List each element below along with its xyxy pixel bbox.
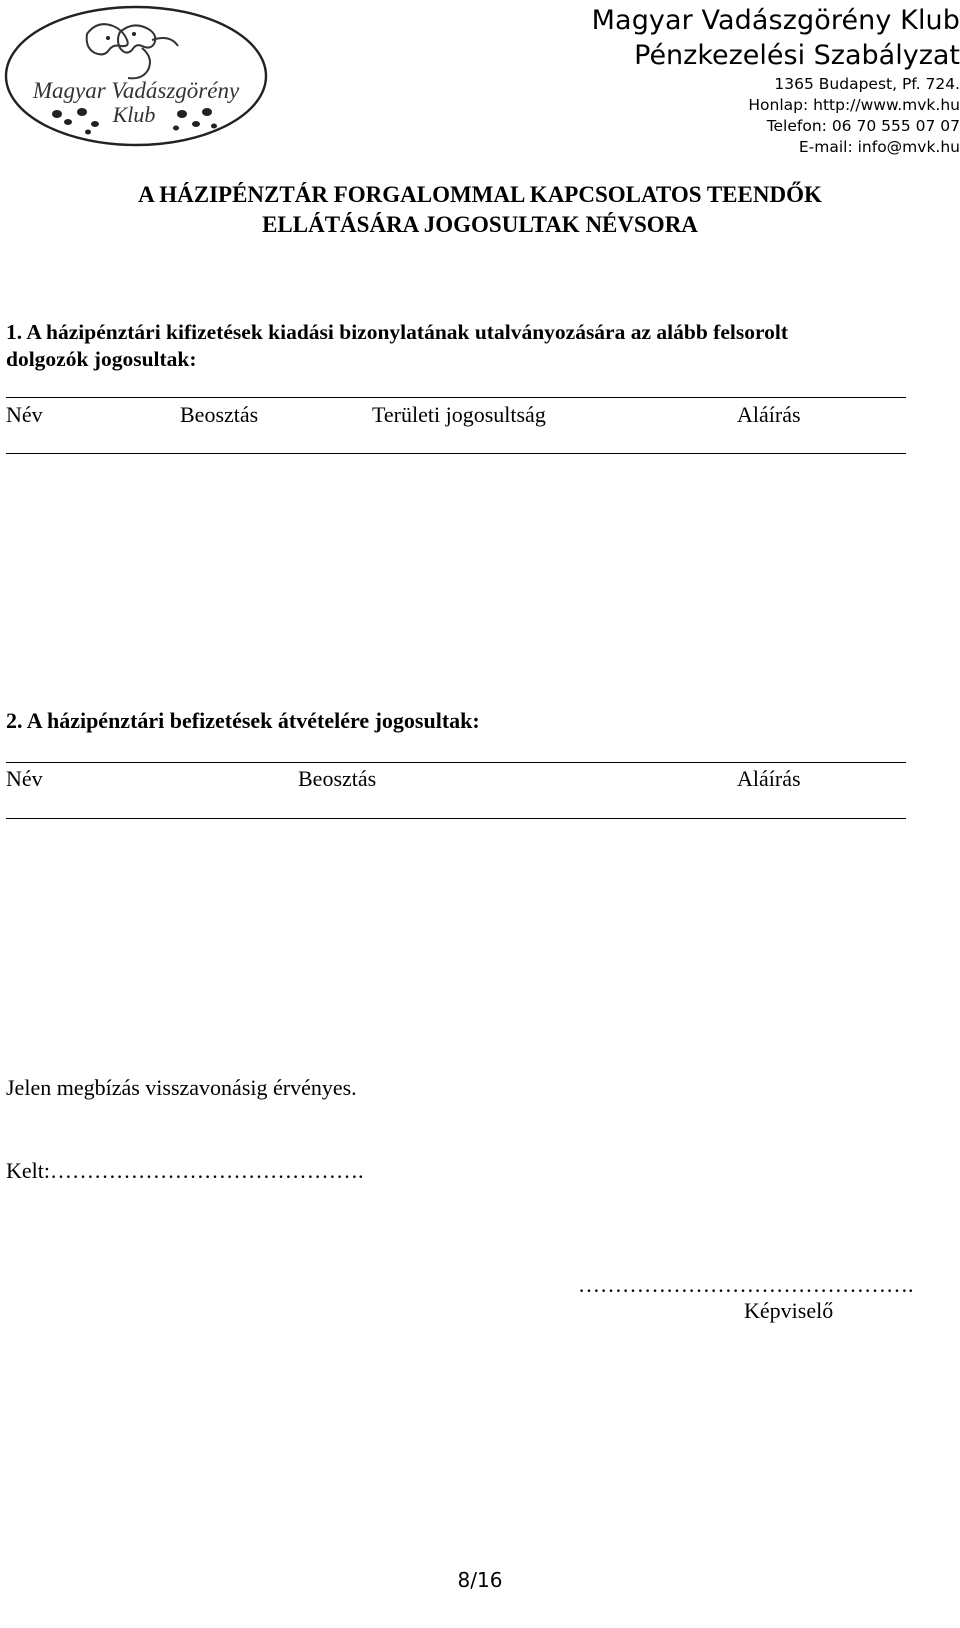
signature-dots: ………………………………………. bbox=[578, 1272, 914, 1297]
logo-text-line1: Magyar Vadászgörény bbox=[32, 78, 240, 103]
logo-text-line2: Klub bbox=[112, 102, 156, 127]
document-title-line2: ELLÁTÁSÁRA JOGOSULTAK NÉVSORA bbox=[262, 212, 698, 237]
postal-address: 1365 Budapest, Pf. 724. bbox=[774, 75, 960, 93]
date-dots: ……………………………………. bbox=[50, 1158, 364, 1183]
email: E-mail: info@mvk.hu bbox=[798, 138, 960, 156]
page-number: 8/16 bbox=[457, 1568, 503, 1592]
table1-header-position: Beosztás bbox=[180, 402, 259, 427]
club-logo bbox=[2, 4, 270, 149]
document-title-line1: A HÁZIPÉNZTÁR FORGALOMMAL KAPCSOLATOS TEENDŐK bbox=[138, 182, 822, 207]
table1-header-territory: Területi jogosultság bbox=[372, 402, 546, 427]
table2-bottom-rule bbox=[6, 818, 906, 819]
section2-text: 2. A házipénztári befizetések átvételére jogosultak: bbox=[6, 708, 480, 733]
section1-text-line1: 1. A házipénztári kifizetések kiadási bizonylatának utalványozására az alább felsorolt bbox=[6, 320, 788, 344]
table1-bottom-rule bbox=[6, 453, 906, 454]
phone: Telefon: 06 70 555 07 07 bbox=[766, 117, 960, 135]
date-field bbox=[6, 1158, 364, 1184]
website: Honlap: http://www.mvk.hu bbox=[748, 96, 960, 114]
date-label: Kelt: bbox=[6, 1158, 50, 1183]
table2-top-rule bbox=[6, 762, 906, 763]
table1-header-signature: Aláírás bbox=[737, 402, 801, 427]
table2-header-name: Név bbox=[6, 766, 43, 791]
signature-label: Képviselő bbox=[744, 1298, 834, 1323]
doc-type: Pénzkezelési Szabályzat bbox=[634, 40, 960, 71]
validity-statement: Jelen megbízás visszavonásig érvényes. bbox=[6, 1075, 357, 1100]
table2-header-signature: Aláírás bbox=[737, 766, 801, 791]
org-name: Magyar Vadászgörény Klub bbox=[591, 5, 960, 36]
table2-header-position: Beosztás bbox=[298, 766, 377, 791]
table1-top-rule bbox=[6, 397, 906, 398]
section1-text-line2: dolgozók jogosultak: bbox=[6, 347, 197, 371]
table1-header-name: Név bbox=[6, 402, 43, 427]
